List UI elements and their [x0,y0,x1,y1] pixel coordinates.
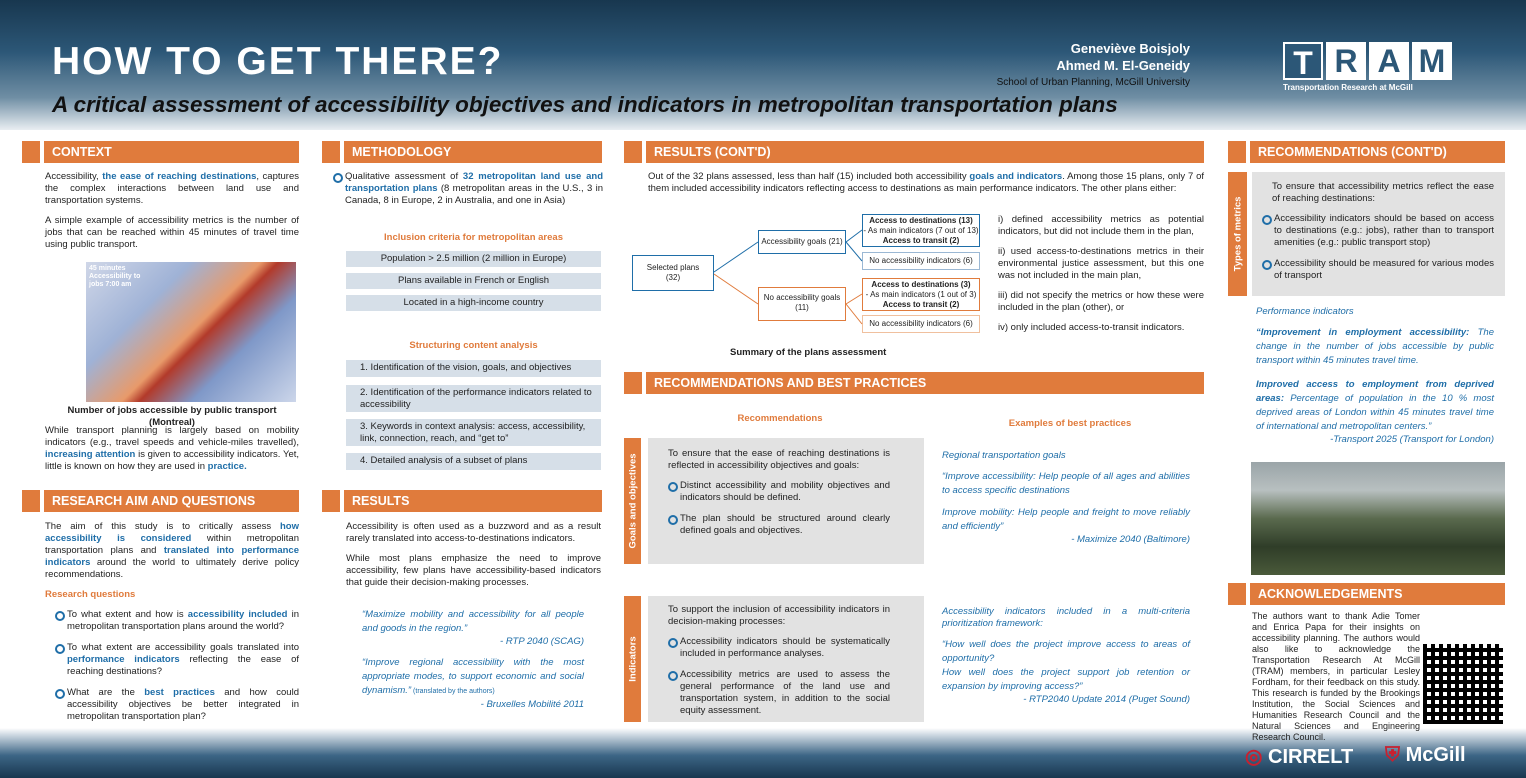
question-1: To what extent and how is accessibility included in metropolitan transportation plans around the world? [55,609,299,633]
structuring-4: 4. Detailed analysis of a subset of plans [346,453,601,470]
goals-recs: To ensure that the ease of reaching destinations is reflected in accessibility objectives and goals: Distinct accessibility and mobility objectives and indicators should be defined. The plan should be structured around clearly defined goals and objectives. [668,448,890,536]
results2-heading: RESULTS (CONT'D) [646,141,1204,163]
results2-list: i) defined accessibility metrics as potential indicators, but did not include them in the plan, ii) used access-to-destinations metrics in their environmental justice assessment, but this one was not included in the main plan, iii) did not specify the metrics or how these were included in the plan (other), or iv) only included access-to-transit indicators. [998,214,1204,333]
a4-box: No accessibility indicators (6) [862,315,980,333]
goals-box: Accessibility goals (21) [758,230,846,254]
selected-plans-box: Selected plans (32) [632,255,714,291]
author-1: Geneviève Boisjoly [1070,41,1190,56]
results-quotes: “Maximize mobility and accessibility for all people and goods in the region.” - RTP 2040 (SCAG) “Improve regional accessibility with the most appropriate modes, to support economic and social dynamism.” (translated by the authors) - Bruxelles Mobilité 2011 [362,609,584,710]
context-body-2: While transport planning is largely based on mobility indicators (e.g., travel speeds and vehicle-miles travelled), increasing attention is given to accessibility indicators. Yet, little is known on how they are used in practice. [45,425,300,472]
question-2: To what extent are accessibility goals translated into performance indicators reflecting the ease of reaching destinations? [55,642,299,678]
recs-col2: Examples of best practices [1008,418,1132,429]
a1-box: Access to destinations (13) - As main indicators (7 out of 13) Access to transit (2) [863,216,979,245]
mcgill-logo: ⛨ McGill [1385,744,1466,766]
qr-code [1423,644,1503,724]
poster-title: HOW TO GET THERE? [52,40,504,83]
goals-tab: Goals and objectives [624,438,641,564]
poster-subtitle: A critical assessment of accessibility objectives and indicators in metropolitan transportation plans [52,92,1118,117]
aim-heading: RESEARCH AIM AND QUESTIONS [44,490,299,512]
context-body: Accessibility, the ease of reaching destinations, captures the complex interactions between land use and transportation systems. A simple example of accessibility metrics is the number of jobs that can be reached within 45 minutes of travel time using public transport. [45,171,299,250]
indicator-recs: To support the inclusion of accessibility indicators in decision-making processes: Accessibility indicators should be systematically included in performance analyses. Accessibility metrics are used to assess the general performance of the land use and transportation system, in addition to the social equity assessment. [668,604,890,716]
ack-body: The authors want to thank Adie Tomer and Enrica Papa for their insights on accessibility planning. The authors would also like to acknowledge the Transportation Research At McGill (TRAM) members, in particular Lesley Fordham, for their feedback on this study. This research is funded by the Brookings Institution, the Social Sciences and Humanities Research Council and the Natural Sciences and Engineering Research Council. [1252,611,1420,742]
ack-heading: ACKNOWLEDGEMENTS [1250,583,1505,605]
diagram-caption: Summary of the plans assessment [730,347,887,358]
recs-heading: RECOMMENDATIONS AND BEST PRACTICES [646,372,1204,394]
inclusion-title: Inclusion criteria for metropolitan areas [384,232,563,243]
inclusion-1: Population > 2.5 million (2 million in Europe) [346,251,601,267]
aim-body: The aim of this study is to critically assess how accessibility is considered within metropolitan transportation plans and translated into performance indicators around the world to ultimately derive policy recommendations. Research questions To what extent and how is accessibility included in metropolitan transportation plans around the world? To what extent are accessibility goals translated into performance indicators reflecting the ease of reaching destinations? What are the best practices and how could accessibility objectives be better integrated in metropolitan transportation plan? [45,521,299,722]
results-body: Accessibility is often used as a buzzword and as a result rarely translated into access-to-destinations indicators. While most plans emphasize the need to improve accessibility, few plans have accessibility-based indicators that guide their decision-making processes. [346,521,601,588]
performance-indicators: Performance indicators “Improvement in employment accessibility: The change in the number of jobs accessible by public transport within 45 minutes travel time. Improved access to employment from deprived areas: Percentage of population in the 10 % most deprived areas of London within 45 minutes travel time of international and metropolitan centers.” -Transport 2025 (Transport for London) [1256,306,1494,445]
inclusion-2: Plans available in French or English [346,273,601,289]
map-label: 45 minutes Accessibility to jobs 7:00 am [89,265,141,288]
metrics-tab: Types of metrics [1228,172,1247,296]
tram-tagline: Transportation Research at McGill [1283,83,1413,92]
no-goals-box: No accessibility goals (11) [758,287,846,321]
inclusion-3: Located in a high-income country [346,295,601,311]
a3-box: Access to destinations (3) - As main indicators (1 out of 3) Access to transit (2) [862,278,980,311]
a2-box: No accessibility indicators (6) [862,252,980,270]
method-bullet: Qualitative assessment of 32 metropolitan land use and transportation plans (8 metropolitan areas in the U.S., 3 in Canada, 8 in Europe, 2 in Australia, and one in Asia) [333,171,603,207]
structuring-title: Structuring content analysis [409,340,538,351]
recs-col1: Recommendations [737,413,823,424]
tram-letters: T R A M [1283,42,1455,80]
structuring-3: 3. Keywords in context analysis: access, accessibility, link, connection, reach, and “get to” [346,419,601,446]
rq-title: Research questions [45,589,136,600]
transit-photo [1251,462,1505,575]
results-heading: RESULTS [344,490,602,512]
cirrelt-logo: ◎ CIRRELT [1245,746,1354,768]
best-practice-2: Accessibility indicators included in a multi-criteria prioritization framework: “How well does the project improve access to areas of opportunity? How well does the project support job retention or expansion by improving access?” - RTP2040 Update 2014 (Puget Sound) [942,606,1190,705]
metrics-recs: To ensure that accessibility metrics reflect the ease of reaching destinations: Accessibility indicators should be based on access to destinations (e.g.: jobs), rather than to transport amenities (e.g.: public transport stop) Accessibility should be measured for various modes of transport [1262,181,1494,291]
question-3: What are the best practices and how could accessibility objectives be better integrated in metropolitan transportation plan? [55,687,299,723]
recs2-heading: RECOMMENDATIONS (CONT'D) [1250,141,1505,163]
structuring-2: 2. Identification of the performance indicators related to accessibility [346,385,601,412]
best-practice-1: Regional transportation goals “Improve accessibility: Help people of all ages and abilities to access specific destinations Improve mobility: Help people and freight to move reliably and efficiently” - Maximize 2040 (Baltimore) [942,450,1190,545]
context-heading: CONTEXT [44,141,299,163]
author-2: Ahmed M. El-Geneidy [1056,58,1190,73]
methodology-heading: METHODOLOGY [344,141,602,163]
indicators-tab: Indicators [624,596,641,722]
structuring-1: 1. Identification of the vision, goals, and objectives [346,360,601,377]
map-caption: Number of jobs accessible by public transport (Montreal) [67,405,277,428]
results2-intro: Out of the 32 plans assessed, less than half (15) included both accessibility goals and indicators. Among those 15 plans, only 7 of them included accessibility indicators reflecting access to destinations as main performance indicators. The other plans either: [648,171,1204,194]
affiliation: School of Urban Planning, McGill University [996,77,1190,88]
